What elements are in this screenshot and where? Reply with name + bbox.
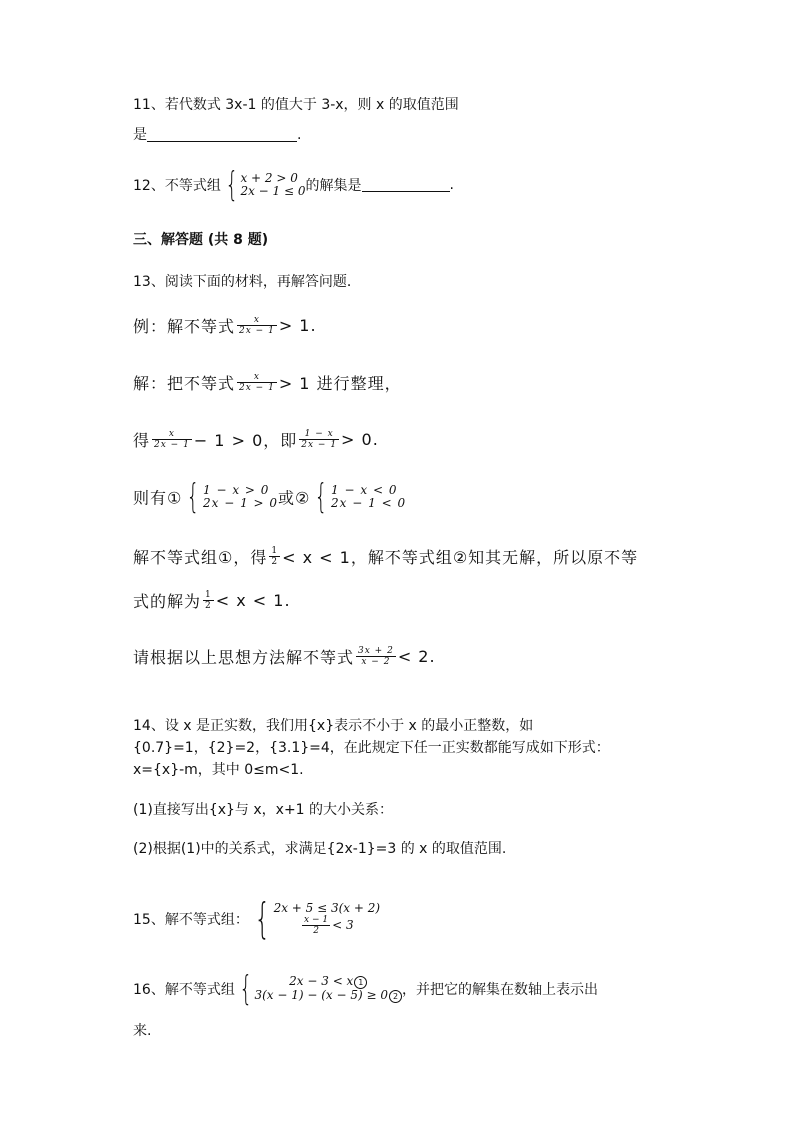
system-row [254,989,402,1003]
q12-system [221,165,306,205]
q13-solution-suffix: < x < 1，解不等式组②知其无解，所以原不等 [282,548,639,567]
q13-solution2-suffix: < x < 1. [215,591,291,610]
fraction-denominator: x − 2 [361,657,391,667]
q13-task-suffix: < 2. [397,647,436,666]
q13-then [133,477,407,517]
circled-number: 2 [389,990,402,1003]
q13-solution-prefix: 解不等式组①，得 [133,548,268,567]
q13-get-fraction-1 [152,429,192,450]
q15-line [133,894,381,943]
q13-get [133,428,379,451]
system-brace: { [186,477,201,517]
fraction-numerator: x − 1 [304,915,329,925]
q16-system [235,969,402,1009]
fraction-numerator: x [237,315,277,326]
q13-solve [133,371,402,394]
half-fraction [203,590,214,611]
q14-line2: {0.7}=1，{2}=2，{3.1}=4，在此规定下任一正实数都能写成如下形式： [133,740,610,756]
q13-task [133,645,436,668]
q13-get-fraction-2 [299,429,339,450]
section-3-title: 三、解答题 (共 8 题) [133,232,269,248]
system-row: 2x − 1 < 0 [331,496,407,510]
q13-solution-line-2 [133,589,291,612]
q13-solution-line-1 [133,545,638,568]
q13-get-prefix: 得 [133,431,151,450]
q16-row2: 3(x − 1) − (x − 5) ≥ 0 [254,988,389,1002]
system-row [289,975,367,989]
q16-row1: 2x − 3 < x [289,974,354,988]
q13-get-mid: − 1 > 0，即 [193,431,298,450]
q13-example-fraction [237,315,277,336]
q13-solution2-prefix: 式的解为 [133,592,202,611]
q13-solve-fraction [237,372,277,393]
fraction-denominator: 2 [205,601,212,611]
system-brace: { [314,477,329,517]
q11-prefix: 是 [133,127,147,143]
q13-example-prefix: 例：解不等式 [133,317,236,336]
circled-number: 1 [354,976,367,989]
q16-prefix: 16、解不等式组 [133,982,235,998]
q12-answer-blank [362,177,450,192]
system-row: 1 − x < 0 [331,483,398,497]
q12-end: . [449,177,454,193]
fraction-denominator: 2 [271,557,279,567]
system-row: 2x − 1 > 0 [203,496,279,510]
fraction-denominator: 2x − 1 [154,440,190,450]
q13-system-1 [182,477,279,517]
q14-part2: (2)根据(1)中的关系式，求满足{2x-1}=3 的 x 的取值范围. [133,841,507,857]
q13-intro: 13、阅读下面的材料，再解答问题． [133,274,361,290]
system-brace: { [239,969,253,1009]
q11-line1: 11、若代数式 3x-1 的值大于 3-x，则 x 的取值范围 [133,97,459,113]
q16-line2: 来. [133,1023,152,1039]
fraction-denominator: 2x − 1 [301,440,338,450]
q13-solve-prefix: 解：把不等式 [133,374,236,393]
fraction-numerator: 1 [205,590,212,600]
q13-solve-suffix: > 1 进行整理， [278,374,402,393]
q11-answer-blank [147,127,297,142]
fraction-numerator: 1 [271,546,279,556]
q14-part1: (1)直接写出{x}与 x，x+1 的大小关系： [133,802,394,818]
q11-line2 [133,124,301,144]
q13-or: 或② [278,488,311,508]
q16-suffix: ，并把它的解集在数轴上表示出 [402,982,599,998]
q13-example-suffix: > 1. [278,316,317,335]
q12-row2: 2x − 1 ≤ 0 [240,184,306,198]
q12-brace: { [225,165,239,205]
q13-system-2 [310,477,407,517]
fraction-denominator: 2x − 1 [239,383,275,393]
q13-get-suffix: > 0. [341,430,379,449]
fraction-numerator: x [152,429,192,440]
q13-then-prefix: 则有① [133,488,183,508]
q11-suffix: . [297,127,302,143]
q15-prefix: 15、解不等式组： [133,912,249,928]
q15-row2-tail: < 3 [332,918,354,932]
system-row [300,915,354,936]
fraction-numerator: x [237,372,277,383]
q14-line3: x={x}-m，其中 0≤m<1. [133,762,304,778]
fraction-denominator: 2 [313,926,319,936]
q15-system [249,894,381,943]
q14-line1: 14、设 x 是正实数，我们用{x}表示不小于 x 的最小正整数，如 [133,718,534,734]
q13-task-fraction [356,646,396,667]
fraction-numerator: 1 − x [299,429,339,440]
q13-example [133,314,317,337]
q12-line [133,165,454,205]
q12-prefix: 12、不等式组 [133,178,221,194]
q12-suffix: 的解集是 [305,178,362,194]
half-fraction [269,546,280,567]
fraction-numerator: 3x + 2 [358,646,394,656]
q13-task-prefix: 请根据以上思想方法解不等式 [133,648,355,667]
q16-line [133,969,599,1009]
fraction-denominator: 2x − 1 [239,326,275,336]
system-brace: { [254,894,271,943]
system-row: 2x + 5 ≤ 3(x + 2) [273,901,381,915]
q12-row1: x + 2 > 0 [240,171,298,185]
system-row: 1 − x > 0 [203,483,270,497]
q15-fraction [302,915,330,936]
